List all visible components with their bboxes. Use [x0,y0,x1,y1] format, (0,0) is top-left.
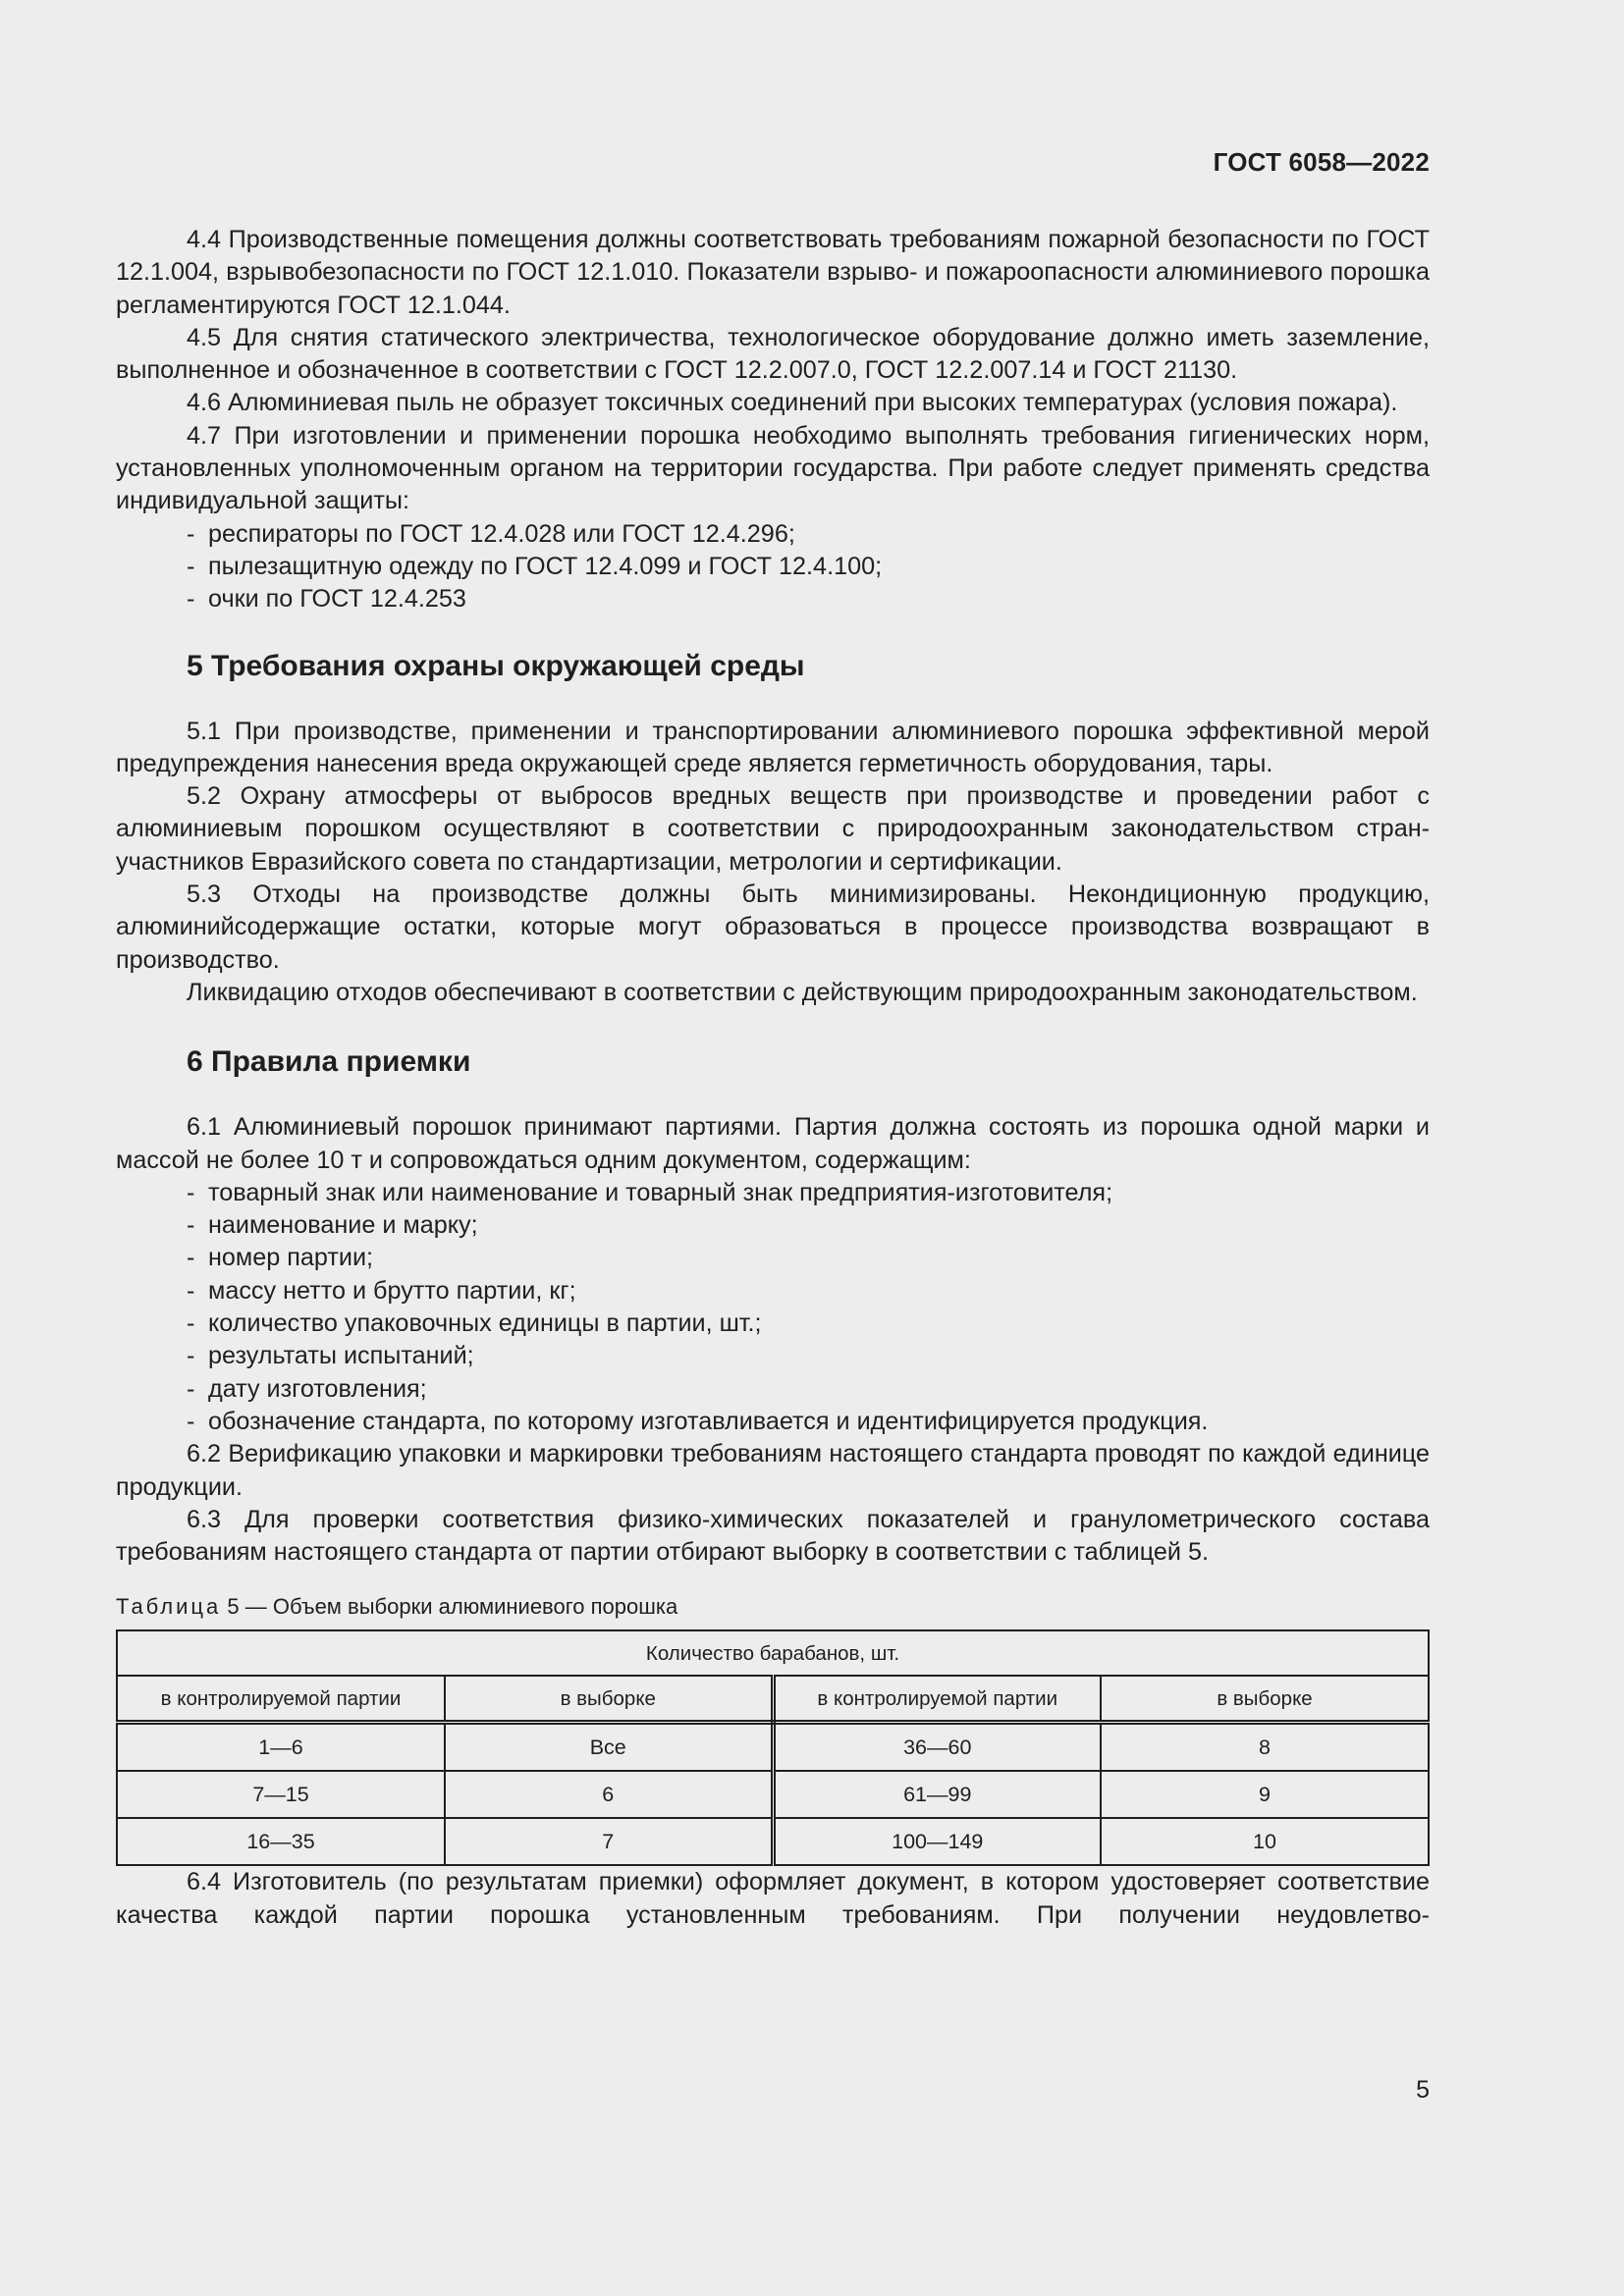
table-cell: 61—99 [773,1771,1101,1818]
table-col-header: в выборке [445,1676,773,1723]
table-cell: 7 [445,1818,773,1865]
table-cell: 7—15 [117,1771,445,1818]
table-cell: 6 [445,1771,773,1818]
table-row [117,1723,1429,1772]
list-item: - респираторы по ГОСТ 12.4.028 или ГОСТ 12.4.296; [187,518,1430,551]
list-item: - пылезащитную одежду по ГОСТ 12.4.099 и ГОСТ 12.4.100; [187,551,1430,583]
document-body [116,224,1430,1932]
list-item: - результаты испытаний; [187,1340,1430,1372]
document-code: ГОСТ 6058—2022 [1213,147,1430,177]
table-caption [116,1592,1430,1622]
table-cell: 1—6 [117,1723,445,1772]
list-item: - массу нетто и брутто партии, кг; [187,1275,1430,1308]
table-cell: 16—35 [117,1818,445,1865]
table-cell: Все [445,1723,773,1772]
table-cell: 36—60 [773,1723,1101,1772]
paragraph-6-3: 6.3 Для проверки соответствия физико-химических показателей и гранулометрического состава требованиям настоящего стандарта от партии отбирают выборку в соответствии с таблицей 5. [116,1505,1430,1567]
table-row [117,1818,1429,1865]
list-item: - товарный знак или наименование и товарный знак предприятия-изготовителя; [187,1177,1430,1209]
page-number: 5 [1416,2076,1430,2104]
table-cell: 100—149 [773,1818,1101,1865]
table-col-header: в контролируемой партии [773,1676,1101,1723]
table-cell: 10 [1101,1818,1429,1865]
table-row [117,1771,1429,1818]
section-6-heading: 6 Правила приемки [187,1045,471,1079]
table-caption-text: 5 — Объем выборки алюминиевого порошка [221,1594,678,1620]
paragraph-5-1: 5.1 При производстве, применении и транспортировании алюминиевого порошка эффективной мерой предупреждения нанесения вреда окружающей среде является герметичность оборудования, тары. [116,717,1430,777]
table-cell: 9 [1101,1771,1429,1818]
paragraph-5-3: 5.3 Отходы на производстве должны быть минимизированы. Некондиционную продукцию, алюминийсодержащие остатки, которые могут образоваться в процессе производства возвращают в производство. [116,881,1430,974]
document-contents-list [116,1177,1430,1438]
paragraph-4-4: 4.4 Производственные помещения должны соответствовать требованиям пожарной безопасности по ГОСТ 12.1.004, взрывобезопасности по ГОСТ 12.1.010. Показатели взрыво- и пожароопасности алюминиевого порошка регламентируются ГОСТ 12.1.044. [116,226,1430,319]
list-item: - количество упаковочных единицы в партии, шт.; [187,1308,1430,1340]
paragraph-4-7: 4.7 При изготовлении и применении порошка необходимо выполнять требования гигиенических норм, установленных уполномоченным органом на территории государства. При работе следует применять средства индивидуальной защиты: [116,421,1430,515]
protection-list [116,518,1430,616]
paragraph-6-4: 6.4 Изготовитель (по результатам приемки) оформляет документ, в котором удостоверяет соответствие качества каждой партии порошка установленным требованиям. При получении неудовлетво- [116,1868,1430,1929]
table-header-row [117,1630,1429,1676]
table-header-main: Количество барабанов, шт. [117,1630,1429,1676]
list-item: - очки по ГОСТ 12.4.253 [187,583,1430,615]
section-5-heading: 5 Требования охраны окружающей среды [187,649,805,682]
paragraph-6-2: 6.2 Верификацию упаковки и маркировки требованиям настоящего стандарта проводят по каждой единице продукции. [116,1440,1430,1501]
paragraph-5-2: 5.2 Охрану атмосферы от выбросов вредных веществ при производстве и проведении работ с алюминиевым порошком осуществляют в соответствии с природоохранным законодательством стран-участников Евразийского совета по стандартизации, метрологии и сертификации. [116,782,1430,876]
paragraph-5-3-continued: Ликвидацию отходов обеспечивают в соответствии с действующим природоохранным законодательством. [187,978,1418,1006]
table-col-header: в выборке [1101,1676,1429,1723]
list-item: - номер партии; [187,1242,1430,1274]
table-col-header: в контролируемой партии [117,1676,445,1723]
sample-size-table [116,1629,1430,1866]
list-item: - наименование и марку; [187,1209,1430,1242]
table-caption-label: Таблица [116,1594,222,1620]
table-subheader-row [117,1676,1429,1723]
table-cell: 8 [1101,1723,1429,1772]
paragraph-6-1: 6.1 Алюминиевый порошок принимают партиями. Партия должна состоять из порошка одной марки и массой не более 10 т и сопровождаться одним документом, содержащим: [116,1113,1430,1174]
paragraph-4-5: 4.5 Для снятия статического электричества, технологическое оборудование должно иметь заземление, выполненное и обозначенное в соответствии с ГОСТ 12.2.007.0, ГОСТ 12.2.007.14 и ГОСТ 21130. [116,323,1430,385]
list-item: - дату изготовления; [187,1373,1430,1406]
paragraph-4-6: 4.6 Алюминиевая пыль не образует токсичных соединений при высоких температурах (условия пожара). [187,389,1398,417]
list-item: - обозначение стандарта, по которому изготавливается и идентифицируется продукция. [187,1406,1430,1438]
